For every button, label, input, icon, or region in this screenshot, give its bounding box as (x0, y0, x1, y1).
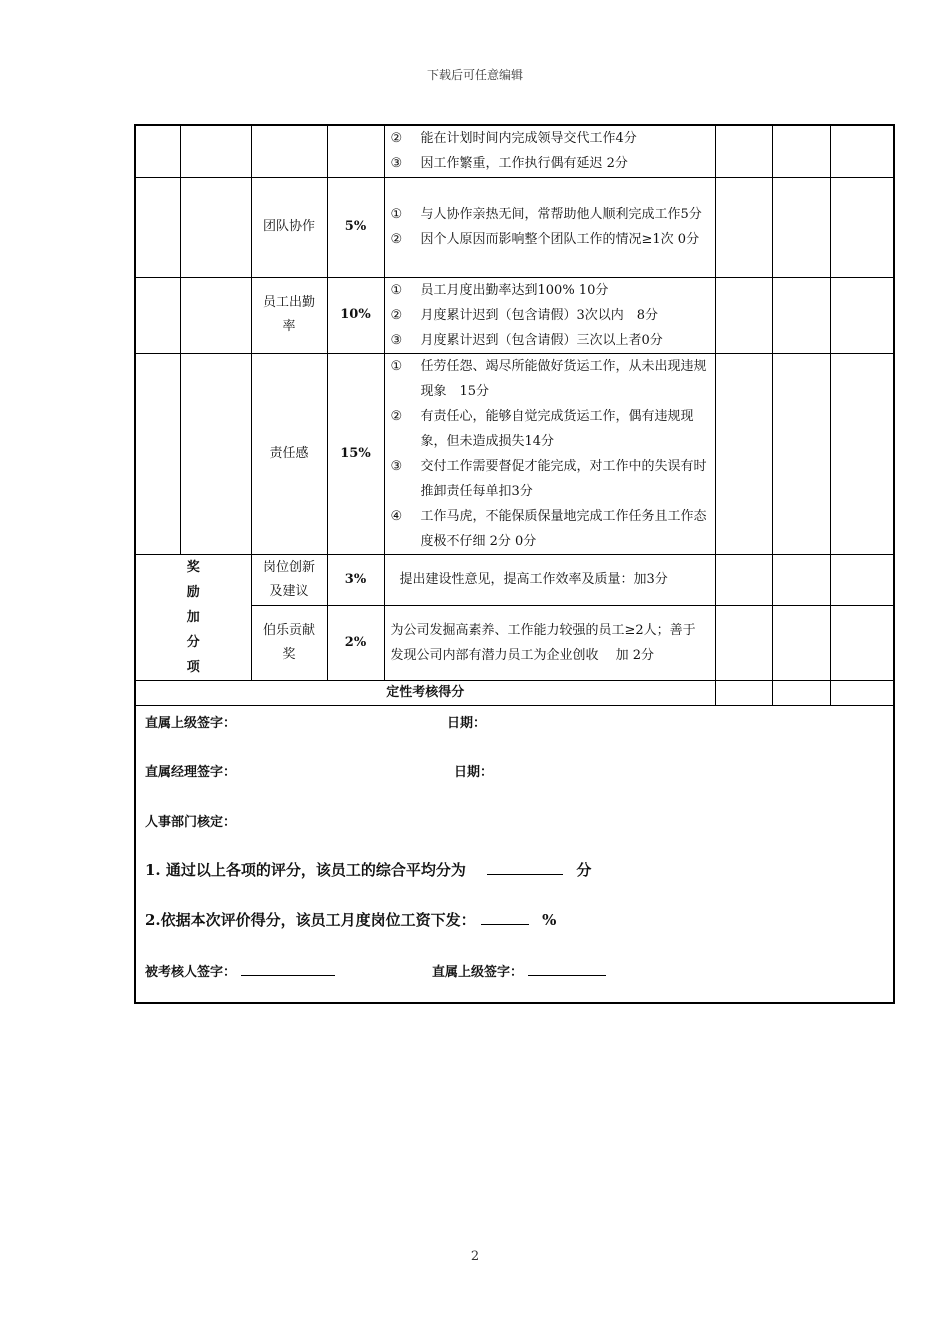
average-score-unit: 分 (576, 860, 592, 879)
criteria-text: 员工月度出勤率达到100% 10分 (420, 282, 609, 298)
score-cell[interactable] (830, 605, 895, 680)
subcategory-cell (180, 126, 251, 177)
criteria-cell (384, 353, 715, 554)
salary-text: 2.依据本次评价得分，该员工月度岗位工资下发： (145, 910, 476, 929)
category-cell (136, 126, 180, 177)
category-cell (136, 277, 180, 353)
weight-cell: 5% (327, 177, 384, 277)
average-score-text: 1. 通过以上各项的评分，该员工的综合平均分为 (145, 860, 466, 879)
hr-review-label: 人事部门核定： (145, 814, 237, 830)
score-cell[interactable] (772, 126, 830, 177)
examinee-signature-blank[interactable] (241, 961, 335, 976)
score-cell[interactable] (715, 680, 772, 705)
table-row (136, 277, 895, 353)
score-cell[interactable] (772, 353, 830, 554)
score-cell[interactable] (715, 353, 772, 554)
criteria-number: ② (390, 131, 403, 147)
criteria-cell: 提出建设性意见，提高工作效率及质量：加3分 (384, 554, 715, 605)
score-cell[interactable] (830, 126, 895, 177)
criteria-cell (384, 126, 715, 177)
criteria-number: ② (390, 307, 403, 323)
criteria-text: 月度累计迟到（包含请假）3次以内 8分 (420, 307, 659, 323)
criteria-number: ③ (390, 332, 403, 348)
weight-cell: 15% (327, 353, 384, 554)
page-number: 2 (470, 1249, 480, 1264)
table-row (136, 353, 895, 554)
criteria-text: 因工作繁重，工作执行偶有延迟 2分 (420, 156, 628, 172)
score-cell[interactable] (830, 177, 895, 277)
header-note: 下载后可任意编辑 (426, 68, 523, 82)
subcategory-cell (180, 353, 251, 554)
criteria-cell (384, 177, 715, 277)
signature-section (136, 706, 893, 1006)
date-label: 日期： (454, 764, 494, 780)
criteria-text: 有责任心，能够自觉完成货运工作，偶有违规现象，但未造成损失14分 (420, 408, 694, 449)
supervisor-signature-line (432, 961, 606, 980)
criteria-number: ① (390, 282, 403, 298)
score-cell[interactable] (715, 177, 772, 277)
criteria-number: ③ (390, 458, 403, 474)
salary-unit: % (542, 910, 557, 929)
summary-label: 定性考核得分 (136, 680, 715, 705)
criteria-number: ② (390, 232, 403, 247)
examinee-signature-label: 被考核人签字： (145, 964, 237, 980)
manager-signature-label: 直属经理签字： (145, 764, 237, 780)
examinee-signature-line (145, 961, 335, 980)
criteria-cell: 为公司发掘高素养、工作能力较强的员工≥2人；善于发现公司内部有潜力员工为企业创收 加 2分 (384, 605, 715, 680)
criteria-text: 月度累计迟到（包含请假）三次以上者0分 (420, 332, 663, 348)
category-cell (136, 177, 180, 277)
average-score-blank[interactable] (487, 860, 563, 875)
score-cell[interactable] (772, 680, 830, 705)
table-row (136, 126, 895, 177)
score-cell[interactable] (830, 277, 895, 353)
item-cell: 岗位创新及建议 (251, 554, 327, 605)
average-score-line (145, 859, 591, 880)
item-cell: 团队协作 (251, 177, 327, 277)
score-cell[interactable] (830, 353, 895, 554)
score-cell[interactable] (715, 554, 772, 605)
criteria-number: ① (390, 358, 403, 374)
weight-cell (327, 126, 384, 177)
criteria-text: 与人协作亲热无间，常帮助他人顺利完成工作5分 (420, 207, 702, 222)
criteria-text: 能在计划时间内完成领导交代工作4分 (420, 131, 637, 147)
criteria-number: ① (390, 207, 403, 222)
bonus-category-label: 奖励加分项 (186, 559, 200, 675)
category-cell (136, 353, 180, 554)
criteria-text: 交付工作需要督促才能完成，对工作中的失误有时推卸责任每单扣3分 (420, 458, 707, 499)
score-cell[interactable] (772, 605, 830, 680)
score-cell[interactable] (715, 605, 772, 680)
table-row (136, 554, 895, 605)
date-label: 日期： (447, 715, 487, 731)
item-cell: 责任感 (251, 353, 327, 554)
score-cell[interactable] (772, 177, 830, 277)
supervisor-signature-label-2: 直属上级签字： (432, 964, 524, 980)
criteria-text: 因个人原因而影响整个团队工作的情况≥1次 0分 (420, 232, 700, 247)
criteria-number: ③ (390, 156, 403, 172)
item-cell: 员工出勤率 (251, 277, 327, 353)
score-cell[interactable] (772, 277, 830, 353)
bonus-category-cell (136, 554, 251, 680)
item-cell: 伯乐贡献奖 (251, 605, 327, 680)
criteria-number: ④ (390, 508, 403, 524)
criteria-text: 任劳任怨、竭尽所能做好货运工作，从未出现违规现象 15分 (420, 358, 707, 399)
table-row (136, 680, 895, 705)
table-row (136, 177, 895, 277)
subcategory-cell (180, 177, 251, 277)
score-cell[interactable] (830, 554, 895, 605)
supervisor-signature-label: 直属上级签字： (145, 715, 237, 731)
weight-cell: 2% (327, 605, 384, 680)
weight-cell: 10% (327, 277, 384, 353)
score-cell[interactable] (772, 554, 830, 605)
assessment-table (136, 126, 895, 706)
subcategory-cell (180, 277, 251, 353)
salary-blank[interactable] (481, 910, 529, 925)
assessment-form (134, 124, 895, 1004)
supervisor-signature-blank[interactable] (528, 961, 606, 976)
criteria-text: 工作马虎，不能保质保量地完成工作任务且工作态度极不仔细 2分 0分 (420, 508, 707, 549)
score-cell[interactable] (715, 126, 772, 177)
criteria-cell (384, 277, 715, 353)
criteria-number: ② (390, 408, 403, 424)
score-cell[interactable] (715, 277, 772, 353)
weight-cell: 3% (327, 554, 384, 605)
item-cell (251, 126, 327, 177)
score-cell[interactable] (830, 680, 895, 705)
salary-line (145, 909, 556, 930)
